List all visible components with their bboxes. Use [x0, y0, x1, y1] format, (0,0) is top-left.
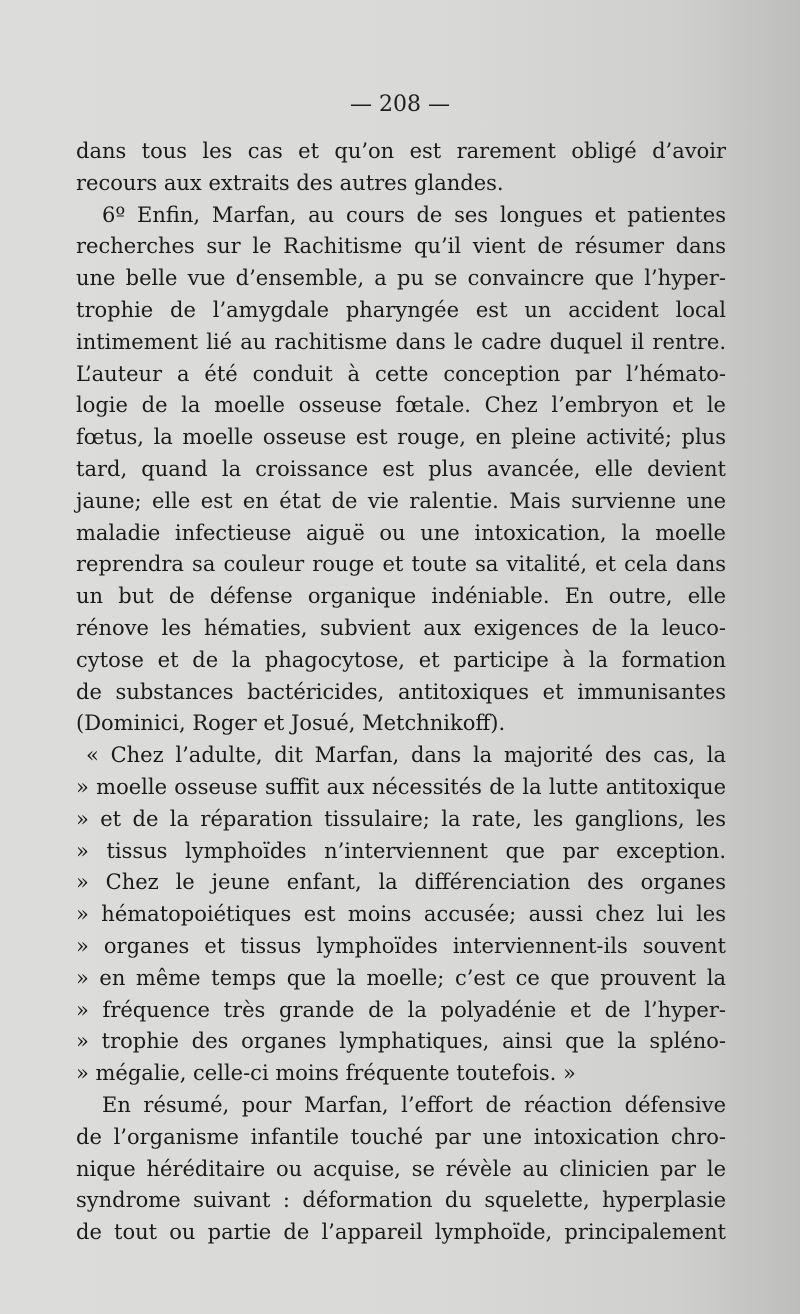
text-line: intimement lié au rachitisme dans le cadre duquel il rentre.	[76, 329, 726, 354]
text-line: » organes et tissus lymphoïdes interviennent-ils souvent	[76, 933, 726, 958]
text-line: En résumé, pour Marfan, l’effort de réaction défensive	[102, 1092, 726, 1117]
text-line: logie de la moelle osseuse fœtale. Chez l’embryon et le	[76, 393, 726, 418]
page-number: — 208 —	[350, 92, 450, 117]
text-line: « Chez l’adulte, dit Marfan, dans la majorité des cas, la	[86, 743, 726, 768]
text-line: 6º Enfin, Marfan, au cours de ses longues et patientes	[102, 202, 726, 227]
text-line: dans tous les cas et qu’on est rarement obligé d’avoir	[76, 139, 726, 163]
text-line: » fréquence très grande de la polyadénie et de l’hyper-	[76, 997, 726, 1022]
text-line: jaune; elle est en état de vie ralentie. Mais survienne une	[76, 488, 726, 513]
text-line: de l’organisme infantile touché par une intoxication chro-	[76, 1124, 726, 1149]
text-line: de substances bactéricides, antitoxiques et immunisantes	[76, 679, 726, 704]
text-line: L’auteur a été conduit à cette conception par l’hémato-	[76, 361, 726, 386]
body-text	[76, 136, 726, 1249]
text-line: syndrome suivant : déformation du squelette, hyperplasie	[76, 1188, 726, 1213]
text-line: recherches sur le Rachitisme qu’il vient de résumer dans	[76, 234, 726, 259]
text-line: » mégalie, celle-ci moins fréquente toutefois. »	[76, 1061, 576, 1086]
text-line: » trophie des organes lymphatiques, ainsi que la spléno-	[76, 1029, 726, 1054]
text-line: recours aux extraits des autres glandes.	[76, 170, 504, 195]
text-line: (Dominici, Roger et Josué, Metchnikoff).	[76, 711, 506, 736]
text-line: de tout ou partie de l’appareil lymphoïde, principalement	[76, 1220, 726, 1245]
text-line: rénove les hématies, subvient aux exigences de la leuco-	[76, 615, 726, 640]
text-line: » en même temps que la moelle; c’est ce que prouvent la	[76, 965, 726, 990]
text-line: maladie infectieuse aiguë ou une intoxication, la moelle	[76, 520, 726, 545]
text-line: reprendra sa couleur rouge et toute sa vitalité, et cela dans	[76, 552, 726, 577]
text-line: » tissus lymphoïdes n’interviennent que par exception.	[76, 838, 726, 863]
text-line: un but de défense organique indéniable. En outre, elle	[76, 584, 726, 609]
text-line: nique héréditaire ou acquise, se révèle au clinicien par le	[76, 1156, 726, 1181]
text-line: » moelle osseuse suffit aux nécessités de la lutte antitoxique	[76, 774, 726, 799]
text-line: fœtus, la moelle osseuse est rouge, en pleine activité; plus	[76, 425, 726, 450]
text-line: une belle vue d’ensemble, a pu se convaincre que l’hyper-	[76, 266, 726, 291]
text-line: trophie de l’amygdale pharyngée est un accident local	[76, 297, 726, 322]
text-line: tard, quand la croissance est plus avancée, elle devient	[76, 456, 726, 481]
text-line: » Chez le jeune enfant, la différenciation des organes	[76, 870, 726, 895]
text-line: » et de la réparation tissulaire; la rate, les ganglions, les	[76, 806, 726, 831]
text-line: » hématopoiétiques est moins accusée; aussi chez lui les	[76, 902, 726, 927]
text-line: cytose et de la phagocytose, et participe à la formation	[76, 647, 726, 672]
